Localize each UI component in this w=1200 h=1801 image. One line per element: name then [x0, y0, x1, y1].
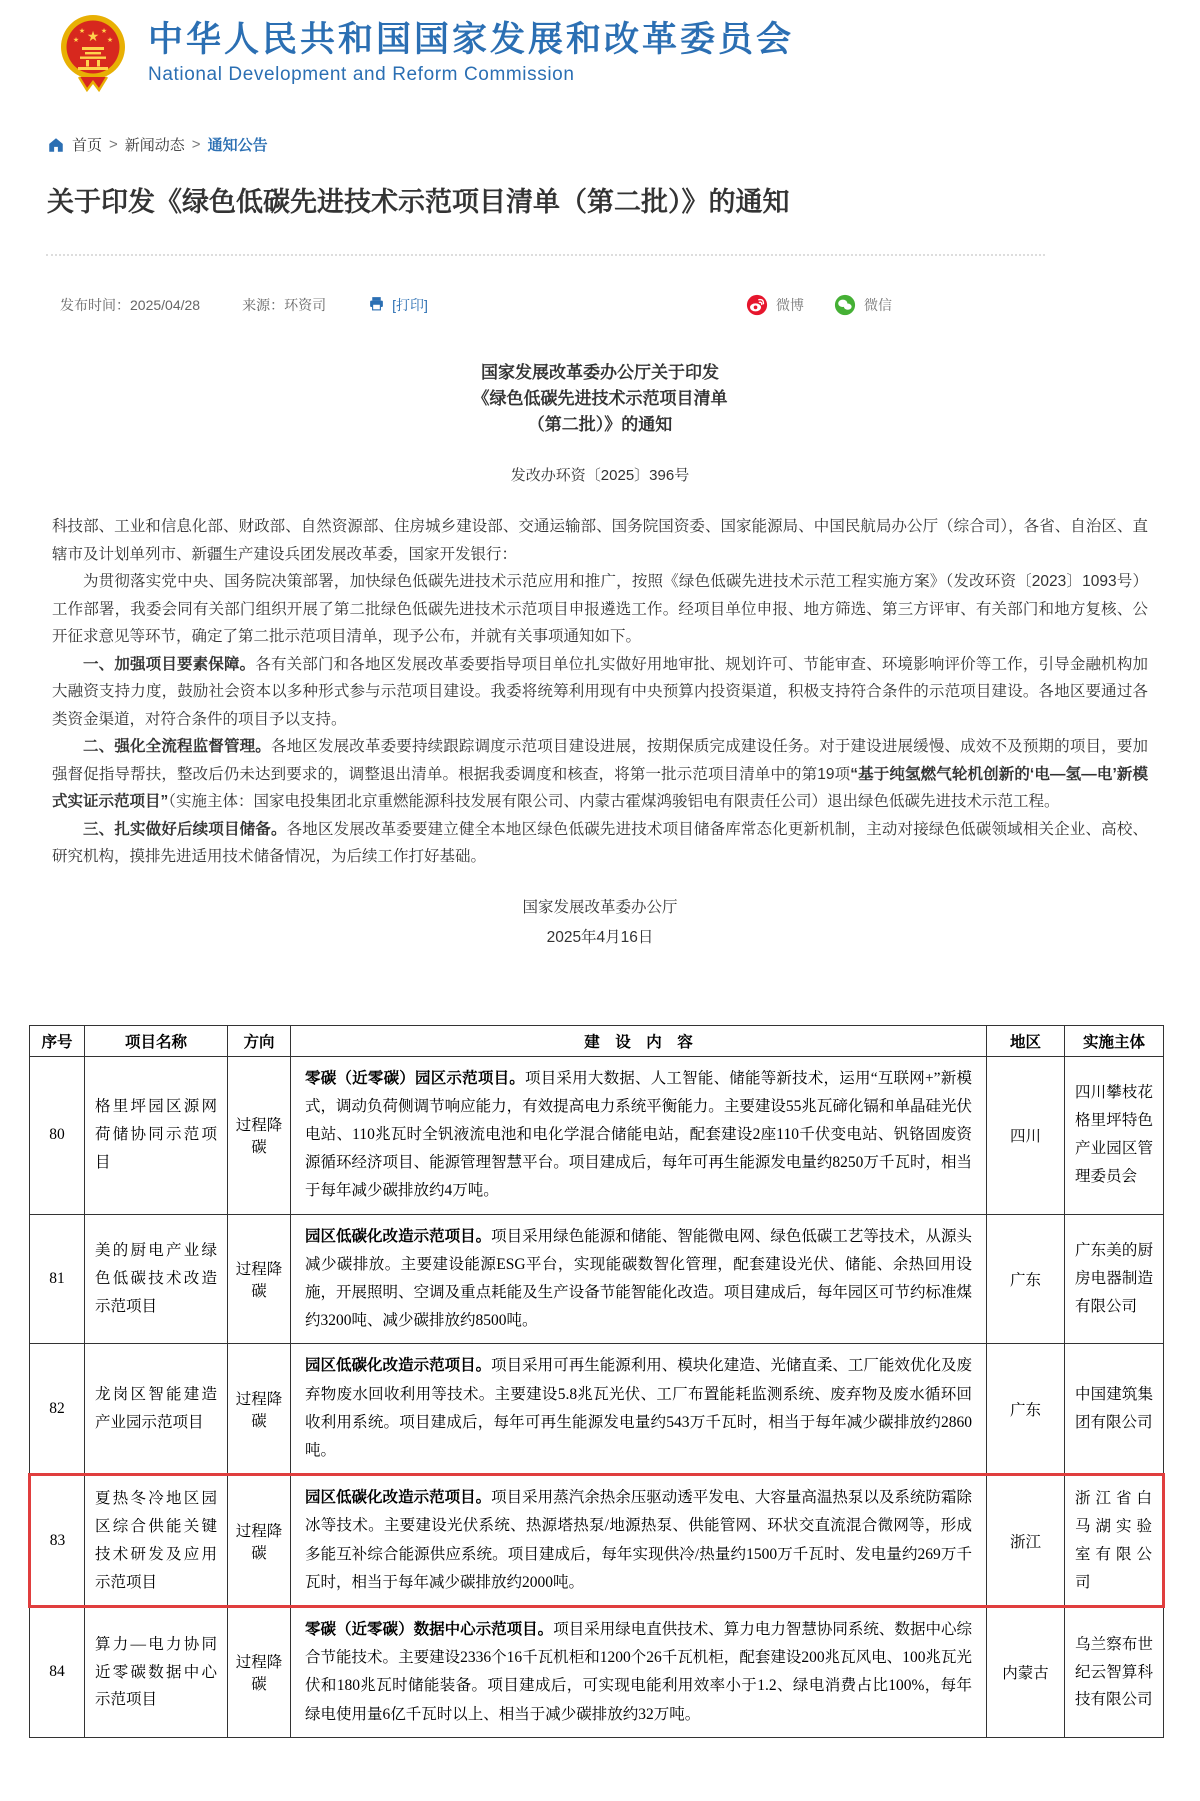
share-wechat-label: 微信 [864, 297, 892, 314]
project-direction: 过程降碳 [228, 1056, 291, 1214]
project-content: 零碳（近零碳）园区示范项目。项目采用大数据、人工智能、储能等新技术，运用“互联网+”新模式，调动负荷侧调节响应能力，有效提高电力系统平衡能力。主要建设55兆瓦碲化镉和单晶硅光伏电站、110兆瓦时全钒液流电池和电化学混合储能电站，配套建设2座110千伏变电站、钒铬固废资源循环经济项目、能源管理智慧平台。项目建成后，每年可再生能源发电量约8250万千瓦时，相当于每年减少碳排放约4万吨。 [291, 1056, 987, 1214]
weibo-icon [746, 294, 768, 316]
share-group [746, 294, 892, 316]
project-content-lead: 零碳（近零碳）数据中心示范项目。 [305, 1621, 554, 1639]
table-row [30, 1475, 1164, 1607]
project-region: 浙江 [987, 1475, 1065, 1607]
table-row [30, 1056, 1164, 1214]
site-title-en: National Development and Reform Commission [148, 63, 575, 85]
svg-text:★: ★ [106, 37, 114, 44]
project-name: 格里坪园区源网荷储协同示范项目 [85, 1056, 228, 1214]
project-entity: 中国建筑集团有限公司 [1065, 1344, 1164, 1475]
project-content: 园区低碳化改造示范项目。项目采用绿色能源和储能、智能微电网、绿色低碳工艺等技术，从源头减少碳排放。主要建设能源ESG平台，实现能碳数智化管理，配套建设光伏、储能、余热回用设施，开展照明、空调及重点耗能及生产设备节能智能化改造。项目建成后，每年园区可节约标准煤约3200吨、减少碳排放约8500吨。 [291, 1214, 987, 1344]
project-region: 广东 [987, 1344, 1065, 1475]
project-direction: 过程降碳 [228, 1344, 291, 1475]
project-direction: 过程降碳 [228, 1475, 291, 1607]
doc-paragraph: 二、强化全流程监督管理。各地区发展改革委要持续跟踪调度示范项目建设进展，按期保质完成建设任务。对于建设进展缓慢、成效不及预期的项目，要加强督促指导帮扶，整改后仍未达到要求的，调整退出清单。根据我委调度和核查，将第一批示范项目清单中的第19项“基于纯氢燃气轮机创新的‘电—氢—电’新模式实证示范项目”（实施主体：国家电投集团北京重燃能源科技发展有限公司、内蒙古霍煤鸿骏铝电有限责任公司）退出绿色低碳先进技术示范工程。 [52, 738, 1148, 811]
project-content: 园区低碳化改造示范项目。项目采用可再生能源利用、模块化建造、光储直柔、工厂能效优化及废弃物废水回收利用等技术。主要建设5.8兆瓦光伏、工厂布置能耗监测系统、废弃物及废水循环回收利用系统。项目建成后，每年可再生能源发电量约543万千瓦时，相当于每年减少碳排放约2860吨。 [291, 1344, 987, 1475]
share-wechat-button[interactable] [834, 294, 892, 316]
printer-icon [368, 295, 385, 315]
col-header-name: 项目名称 [85, 1025, 228, 1056]
project-no: 82 [30, 1344, 85, 1475]
project-name: 夏热冬冷地区园区综合供能关键技术研发及应用示范项目 [85, 1475, 228, 1607]
document-number: 发改办环资〔2025〕396号 [510, 467, 690, 485]
project-name: 算力—电力协同近零碳数据中心示范项目 [85, 1607, 228, 1738]
project-name: 美的厨电产业绿色低碳技术改造示范项目 [85, 1214, 228, 1344]
signature-date: 2025年4月16日 [546, 928, 654, 946]
doc-paragraph: 一、加强项目要素保障。各有关部门和各地区发展改革委要指导项目单位扎实做好用地审批、规划许可、节能审查、环境影响评价等工作，引导金融机构加大融资支持力度，鼓励社会资本以多种形式参与示范项目建设。我委将统筹利用现有中央预算内投资渠道，积极支持符合条件的示范项目建设。各地区要通过各类资金渠道，对符合条件的项目予以支持。 [52, 655, 1148, 728]
share-weibo-button[interactable] [746, 294, 804, 316]
source: 来源：环资司 [242, 297, 327, 314]
breadcrumb-item-notices[interactable]: 通知公告 [207, 137, 268, 154]
project-no: 80 [30, 1056, 85, 1214]
table-row [30, 1607, 1164, 1738]
svg-text:★: ★ [72, 37, 80, 44]
project-entity: 浙江省白马湖实验室有限公司 [1065, 1475, 1164, 1607]
site-title-cn: 中华人民共和国国家发展和改革委员会 [148, 20, 795, 60]
project-content-lead: 园区低碳化改造示范项目。 [305, 1489, 492, 1507]
table-header-row [30, 1025, 1164, 1056]
notice-document [52, 360, 1148, 953]
breadcrumb-item-home[interactable]: 首页 [72, 137, 103, 154]
project-entity: 广东美的厨房电器制造有限公司 [1065, 1214, 1164, 1344]
project-content-lead: 园区低碳化改造示范项目。 [305, 1227, 492, 1245]
wechat-icon [834, 294, 856, 316]
project-list-table [28, 1025, 1165, 1738]
signature-block [52, 893, 1148, 953]
project-region: 四川 [987, 1056, 1065, 1214]
col-header-region: 地区 [987, 1025, 1065, 1056]
doc-paragraphs [52, 513, 1148, 871]
project-entity: 四川攀枝花格里坪特色产业园区管理委员会 [1065, 1056, 1164, 1214]
doc-paragraph: 为贯彻落实党中央、国务院决策部署，加快绿色低碳先进技术示范应用和推广，按照《绿色低碳先进技术示范工程实施方案》（发改环资〔2023〕1093号）工作部署，我委会同有关部门组织开展了第二批绿色低碳先进技术示范项目申报遴选工作。经项目单位申报、地方筛选、第三方评审、有关部门和地方复核、公开征求意见等环节，确定了第二批示范项目清单，现予公布，并就有关事项通知如下。 [52, 573, 1148, 646]
col-header-entity: 实施主体 [1065, 1025, 1164, 1056]
page-title: 关于印发《绿色低碳先进技术示范项目清单（第二批）》的通知 [47, 187, 790, 217]
breadcrumb-separator: > [191, 136, 201, 153]
national-emblem-icon [58, 14, 128, 92]
project-direction: 过程降碳 [228, 1214, 291, 1344]
home-icon[interactable] [47, 136, 65, 154]
project-direction: 过程降碳 [228, 1607, 291, 1738]
project-entity: 乌兰察布世纪云智算科技有限公司 [1065, 1607, 1164, 1738]
svg-text:★: ★ [100, 28, 108, 35]
project-content: 零碳（近零碳）数据中心示范项目。项目采用绿电直供技术、算力电力智慧协同系统、数据中心综合节能技术。主要建设2336个16千瓦机柜和1200个26千瓦机柜，配套建设200兆瓦风电、100兆瓦光伏和180兆瓦时储能装备。项目建成后，可实现电能利用效率小于1.2、绿电消费占比100%，每年绿电使用量6亿千瓦时以上、相当于减少碳排放约32万吨。 [291, 1607, 987, 1738]
svg-text:★: ★ [78, 28, 86, 35]
document-title: 国家发展改革委办公厅关于印发 《绿色低碳先进技术示范项目清单 （第二批）》的通知 [472, 363, 728, 435]
project-no: 81 [30, 1214, 85, 1344]
doc-paragraph: 三、扎实做好后续项目储备。各地区发展改革委要建立健全本地区绿色低碳先进技术项目储备库常态化更新机制，主动对接绿色低碳领域相关企业、高校、研究机构，摸排先进适用技术储备情况，为后续工作打好基础。 [52, 820, 1148, 866]
col-header-content: 建 设 内 容 [291, 1025, 987, 1056]
share-weibo-label: 微博 [776, 297, 804, 314]
doc-paragraph: 科技部、工业和信息化部、财政部、自然资源部、住房城乡建设部、交通运输部、国务院国资委、国家能源局、中国民航局办公厅（综合司），各省、自治区、直辖市及计划单列市、新疆生产建设兵团发展改革委，国家开发银行： [52, 518, 1148, 563]
signature-org: 国家发展改革委办公厅 [522, 898, 678, 916]
site-header [0, 0, 1200, 92]
table-row [30, 1344, 1164, 1475]
dotted-divider [46, 254, 1045, 256]
breadcrumb-separator: > [109, 136, 118, 153]
table-row [30, 1214, 1164, 1344]
col-header-no: 序号 [30, 1025, 85, 1056]
svg-text:★: ★ [86, 28, 100, 44]
project-no: 84 [30, 1607, 85, 1738]
breadcrumb-item-news[interactable]: 新闻动态 [124, 137, 185, 154]
col-header-direction: 方向 [228, 1025, 291, 1056]
project-name: 龙岗区智能建造产业园示范项目 [85, 1344, 228, 1475]
publish-time: 发布时间：2025/04/28 [60, 297, 201, 314]
project-no: 83 [30, 1475, 85, 1607]
project-region: 广东 [987, 1214, 1065, 1344]
project-content-lead: 零碳（近零碳）园区示范项目。 [305, 1069, 525, 1087]
project-region: 内蒙古 [987, 1607, 1065, 1738]
bottom-spacer [0, 1738, 1200, 1762]
print-button[interactable]: [打印] [368, 295, 428, 315]
project-content-lead: 园区低碳化改造示范项目。 [305, 1357, 492, 1375]
table-body [30, 1056, 1164, 1737]
meta-row [60, 294, 1200, 316]
breadcrumb [47, 134, 1200, 155]
project-content: 园区低碳化改造示范项目。项目采用蒸汽余热余压驱动透平发电、大容量高温热泵以及系统防霜除冰等技术。主要建设光伏系统、热源塔热泵/地源热泵、供能管网、环状交直流混合微网等，形成多能互补综合能源供应系统。项目建成后，每年实现供冷/热量约1500万千瓦时、发电量约269万千瓦时，相当于每年减少碳排放约2000吨。 [291, 1475, 987, 1607]
